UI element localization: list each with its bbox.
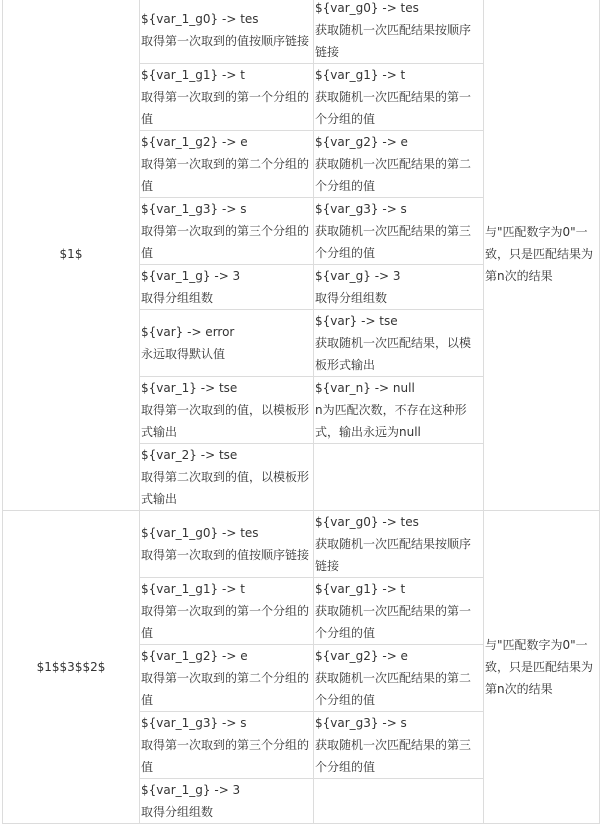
left-desc: 取得第一次取到的值按顺序链接 bbox=[141, 548, 310, 562]
left-desc: 取得第一次取到的值，以模板形式输出 bbox=[141, 403, 310, 439]
right-desc: 获取随机一次匹配结果的第二个分组的值 bbox=[315, 157, 472, 193]
right-cell bbox=[314, 444, 484, 511]
right-code: ${var_g2} -> e bbox=[315, 135, 408, 149]
left-cell bbox=[140, 444, 314, 511]
right-cell bbox=[314, 64, 484, 131]
left-desc: 取得分组组数 bbox=[141, 805, 214, 819]
left-desc: 取得第二次取到的值，以模板形式输出 bbox=[141, 470, 310, 506]
right-code: ${var_g0} -> tes bbox=[315, 515, 419, 529]
right-desc: 获取随机一次匹配结果按顺序链接 bbox=[315, 537, 472, 573]
right-cell bbox=[314, 578, 484, 645]
right-code: ${var_g0} -> tes bbox=[315, 1, 419, 15]
left-code: ${var_1_g2} -> e bbox=[141, 135, 248, 149]
group-label: $1$$3$$2$ bbox=[36, 660, 106, 674]
left-code: ${var_1_g0} -> tes bbox=[141, 526, 259, 540]
right-cell bbox=[314, 310, 484, 377]
group-note-cell bbox=[484, 0, 600, 511]
left-cell bbox=[140, 64, 314, 131]
left-cell bbox=[140, 645, 314, 712]
left-code: ${var} -> error bbox=[141, 325, 235, 339]
right-desc: 获取随机一次匹配结果，以模板形式输出 bbox=[315, 336, 472, 372]
regex-result-table bbox=[2, 0, 600, 824]
right-cell bbox=[314, 645, 484, 712]
right-desc: 获取随机一次匹配结果的第一个分组的值 bbox=[315, 90, 472, 126]
left-cell bbox=[140, 511, 314, 578]
right-cell bbox=[314, 712, 484, 779]
table-body bbox=[3, 0, 600, 824]
right-code: ${var_g1} -> t bbox=[315, 582, 406, 596]
left-cell bbox=[140, 131, 314, 198]
left-code: ${var_1_g3} -> s bbox=[141, 202, 247, 216]
group-label: $1$ bbox=[59, 246, 83, 261]
right-code: ${var_g2} -> e bbox=[315, 649, 408, 663]
right-desc: 获取随机一次匹配结果的第三个分组的值 bbox=[315, 224, 472, 260]
left-desc: 取得第一次取到的第一个分组的值 bbox=[141, 90, 310, 126]
left-code: ${var_1_g0} -> tes bbox=[141, 12, 259, 26]
right-cell bbox=[314, 198, 484, 265]
left-desc: 取得第一次取到的第二个分组的值 bbox=[141, 157, 310, 193]
left-cell bbox=[140, 712, 314, 779]
right-desc: 获取随机一次匹配结果的第三个分组的值 bbox=[315, 738, 472, 774]
group-note-cell bbox=[484, 511, 600, 824]
left-cell bbox=[140, 265, 314, 310]
right-desc: 获取随机一次匹配结果按顺序链接 bbox=[315, 23, 472, 59]
group-note: 与"匹配数字为0"一致，只是匹配结果为第n次的结果 bbox=[485, 224, 594, 283]
left-code: ${var_1_g3} -> s bbox=[141, 716, 247, 730]
right-desc: n为匹配次数，不存在这种形式，输出永远为null bbox=[315, 403, 467, 439]
left-desc: 取得第一次取到的第二个分组的值 bbox=[141, 671, 310, 707]
left-desc: 取得分组组数 bbox=[141, 291, 214, 305]
left-desc: 取得第一次取到的第一个分组的值 bbox=[141, 604, 310, 640]
left-cell bbox=[140, 198, 314, 265]
left-desc: 永远取得默认值 bbox=[141, 347, 226, 361]
left-desc: 取得第一次取到的第三个分组的值 bbox=[141, 224, 310, 260]
right-desc: 获取随机一次匹配结果的第二个分组的值 bbox=[315, 671, 472, 707]
right-cell bbox=[314, 779, 484, 824]
right-code: ${var} -> tse bbox=[315, 314, 398, 328]
left-code: ${var_1_g1} -> t bbox=[141, 582, 245, 596]
right-cell bbox=[314, 131, 484, 198]
right-cell bbox=[314, 511, 484, 578]
left-cell bbox=[140, 779, 314, 824]
left-code: ${var_2} -> tse bbox=[141, 448, 238, 462]
left-code: ${var_1_g2} -> e bbox=[141, 649, 248, 663]
right-code: ${var_g} -> 3 bbox=[315, 269, 401, 283]
left-desc: 取得第一次取到的第三个分组的值 bbox=[141, 738, 310, 774]
right-desc: 获取随机一次匹配结果的第一个分组的值 bbox=[315, 604, 472, 640]
left-desc: 取得第一次取到的值按顺序链接 bbox=[141, 34, 310, 48]
right-cell bbox=[314, 0, 484, 64]
left-cell bbox=[140, 310, 314, 377]
group-label-cell bbox=[3, 0, 140, 511]
right-cell bbox=[314, 377, 484, 444]
group-note: 与"匹配数字为0"一致，只是匹配结果为第n次的结果 bbox=[485, 638, 594, 696]
group-label-cell bbox=[3, 511, 140, 824]
left-code: ${var_1} -> tse bbox=[141, 381, 238, 395]
table-row bbox=[3, 511, 600, 578]
left-code: ${var_1_g} -> 3 bbox=[141, 783, 241, 797]
left-code: ${var_1_g1} -> t bbox=[141, 68, 245, 82]
right-code: ${var_g1} -> t bbox=[315, 68, 406, 82]
table-row bbox=[3, 0, 600, 64]
left-cell bbox=[140, 377, 314, 444]
left-code: ${var_1_g} -> 3 bbox=[141, 269, 241, 283]
right-code: ${var_g3} -> s bbox=[315, 202, 407, 216]
left-cell bbox=[140, 578, 314, 645]
right-code: ${var_n} -> null bbox=[315, 381, 415, 395]
right-desc: 取得分组组数 bbox=[315, 291, 388, 305]
right-code: ${var_g3} -> s bbox=[315, 716, 407, 730]
left-cell bbox=[140, 0, 314, 64]
right-cell bbox=[314, 265, 484, 310]
